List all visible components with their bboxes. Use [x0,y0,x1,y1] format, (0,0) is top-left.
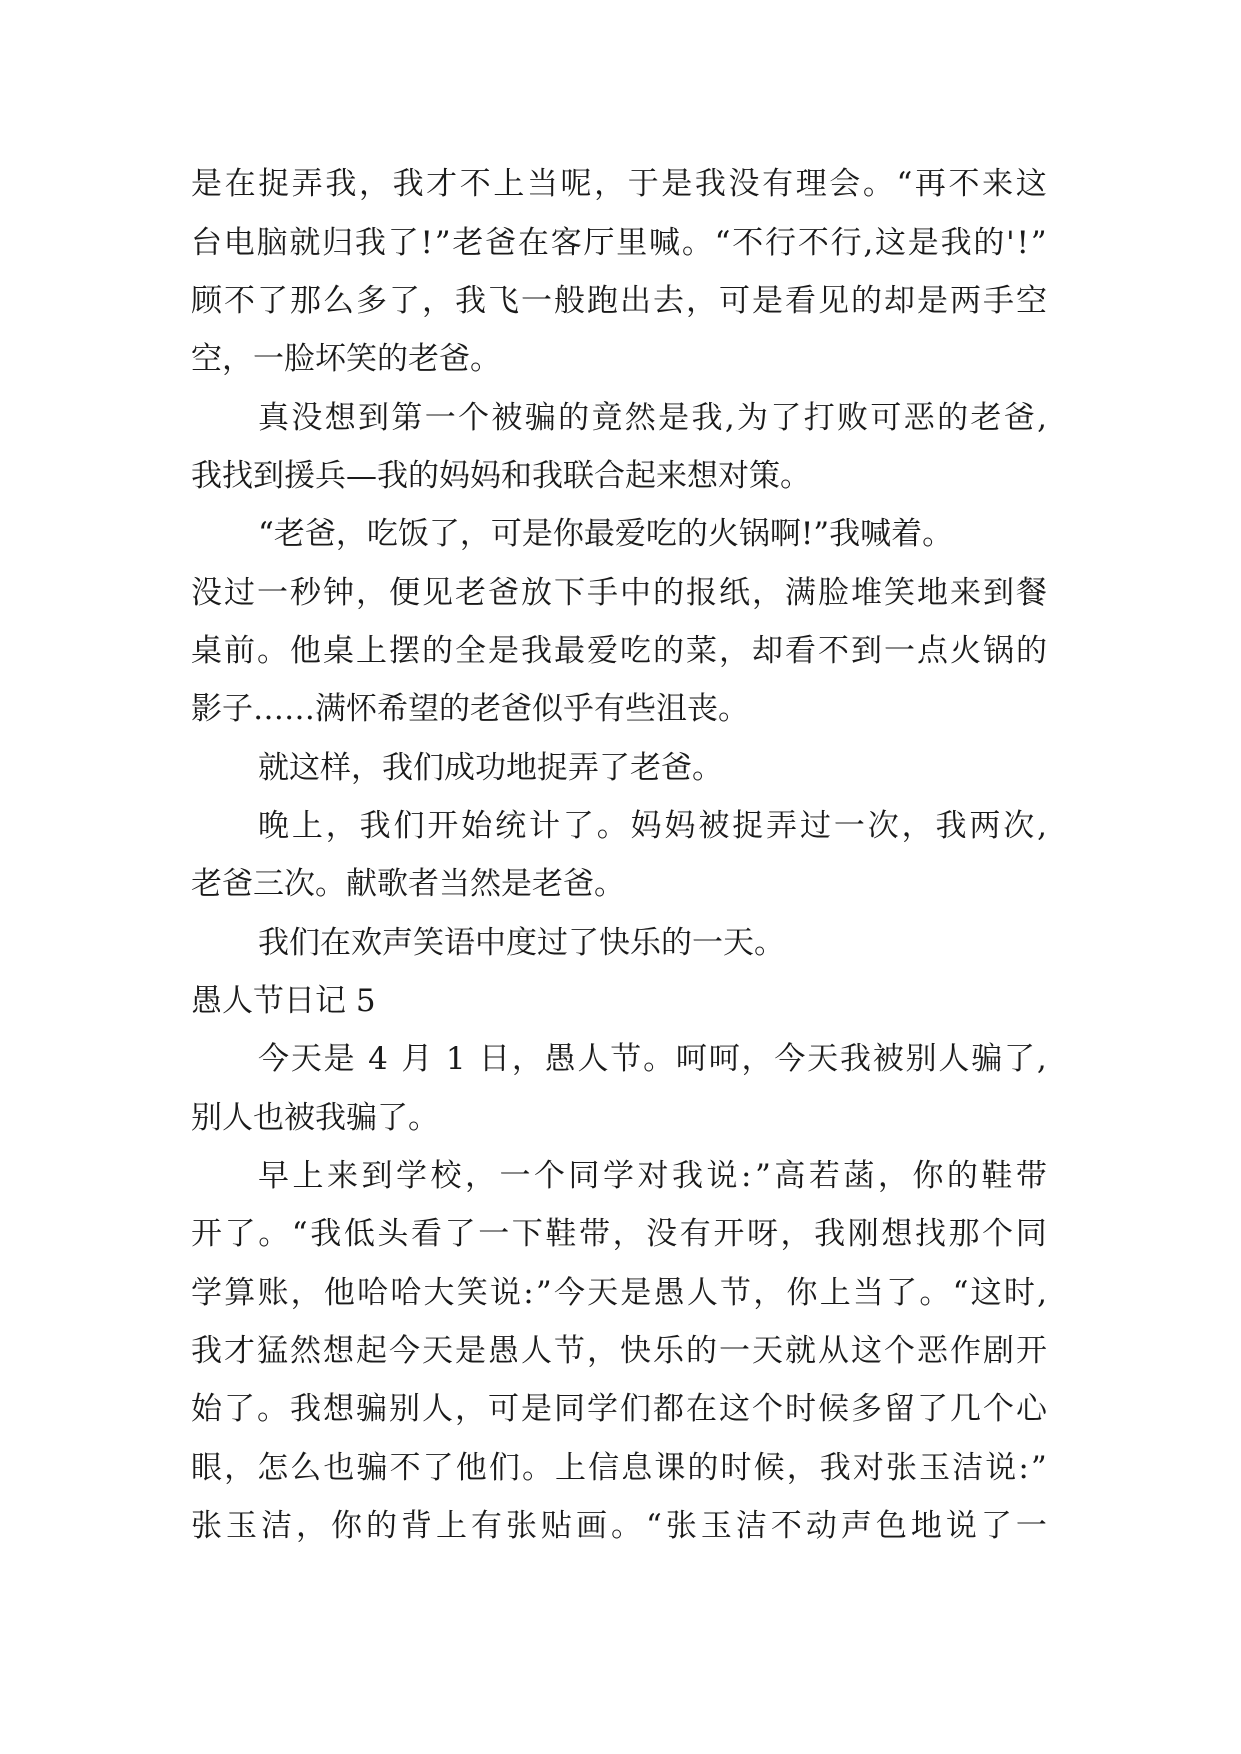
text-line: 顾 不 了 那 么 多 了 ， 我 飞 一 般 跑 出 去 ， 可 是 看 见 的 却 是 两 手 空 [191,283,1047,319]
text-line: 台 电 脑 就 归 我 了 ! ” 老 爸 在 客 厅 里 喊 。 “ 不 行 不 行 , 这 是 我 的 ' ! ” [191,225,1047,261]
text-line: 开 了 。 “ 我 低 头 看 了 一 下 鞋 带 ， 没 有 开 呀 ， 我 刚 想 找 那 个 同 [191,1216,1047,1252]
text-line: 早 上 来 到 学 校 ， 一 个 同 学 对 我 说 : ” 高 若 菡 ， 你 的 鞋 带 [258,1158,1047,1194]
text-line: 没 过 一 秒 钟 ， 便 见 老 爸 放 下 手 中 的 报 纸 ， 满 脸 堆 笑 地 来 到 餐 [191,575,1047,611]
text-line: 始 了 。 我 想 骗 别 人 ， 可 是 同 学 们 都 在 这 个 时 候 多 留 了 几 个 心 [191,1391,1047,1427]
text-line: 张 玉 洁 ， 你 的 背 上 有 张 贴 画 。 “ 张 玉 洁 不 动 声 色 地 说 了 一 [191,1508,1047,1544]
text-line: 桌 前 。 他 桌 上 摆 的 全 是 我 最 爱 吃 的 菜 ， 却 看 不 到 一 点 火 锅 的 [191,633,1047,669]
text-line: “老爸，吃饭了，可是你最爱吃的火锅啊!”我喊着。 [258,516,954,552]
text-line: 老爸三次。献歌者当然是老爸。 [191,866,625,902]
text-line: 是 在 捉 弄 我 ， 我 才 不 上 当 呢 ， 于 是 我 没 有 理 会 。 “ 再 不 来 这 [191,166,1047,202]
text-line: 我 才 猛 然 想 起 今 天 是 愚 人 节 ， 快 乐 的 一 天 就 从 这 个 恶 作 剧 开 [191,1333,1047,1369]
section-heading: 愚人节日记 5 [191,983,376,1019]
text-line: 晚 上 ， 我 们 开 始 统 计 了 。 妈 妈 被 捉 弄 过 一 次 ， 我 两 次 , [258,808,1047,844]
text-line: 今 天 是 4 月 1 日 ， 愚 人 节 。 呵 呵 ， 今 天 我 被 别 人 骗 了 , [258,1041,1047,1077]
text-line: 空，一脸坏笑的老爸。 [191,341,501,377]
text-line: 我们在欢声笑语中度过了快乐的一天。 [258,925,785,961]
text-line: 学 算 账 ， 他 哈 哈 大 笑 说 : ” 今 天 是 愚 人 节 ， 你 上 当 了 。 “ 这 时 , [191,1275,1047,1311]
text-line: 影子……满怀希望的老爸似乎有些沮丧。 [191,691,749,727]
text-line: 眼 ， 怎 么 也 骗 不 了 他 们 。 上 信 息 课 的 时 候 ， 我 对 张 玉 洁 说 : ” [191,1450,1047,1486]
text-line: 别人也被我骗了。 [191,1100,439,1136]
text-line: 真 没 想 到 第 一 个 被 骗 的 竟 然 是 我 , 为 了 打 败 可 恶 的 老 爸 , [258,400,1047,436]
text-line: 我找到援兵—我的妈妈和我联合起来想对策。 [191,458,811,494]
text-line: 就这样，我们成功地捉弄了老爸。 [258,750,723,786]
